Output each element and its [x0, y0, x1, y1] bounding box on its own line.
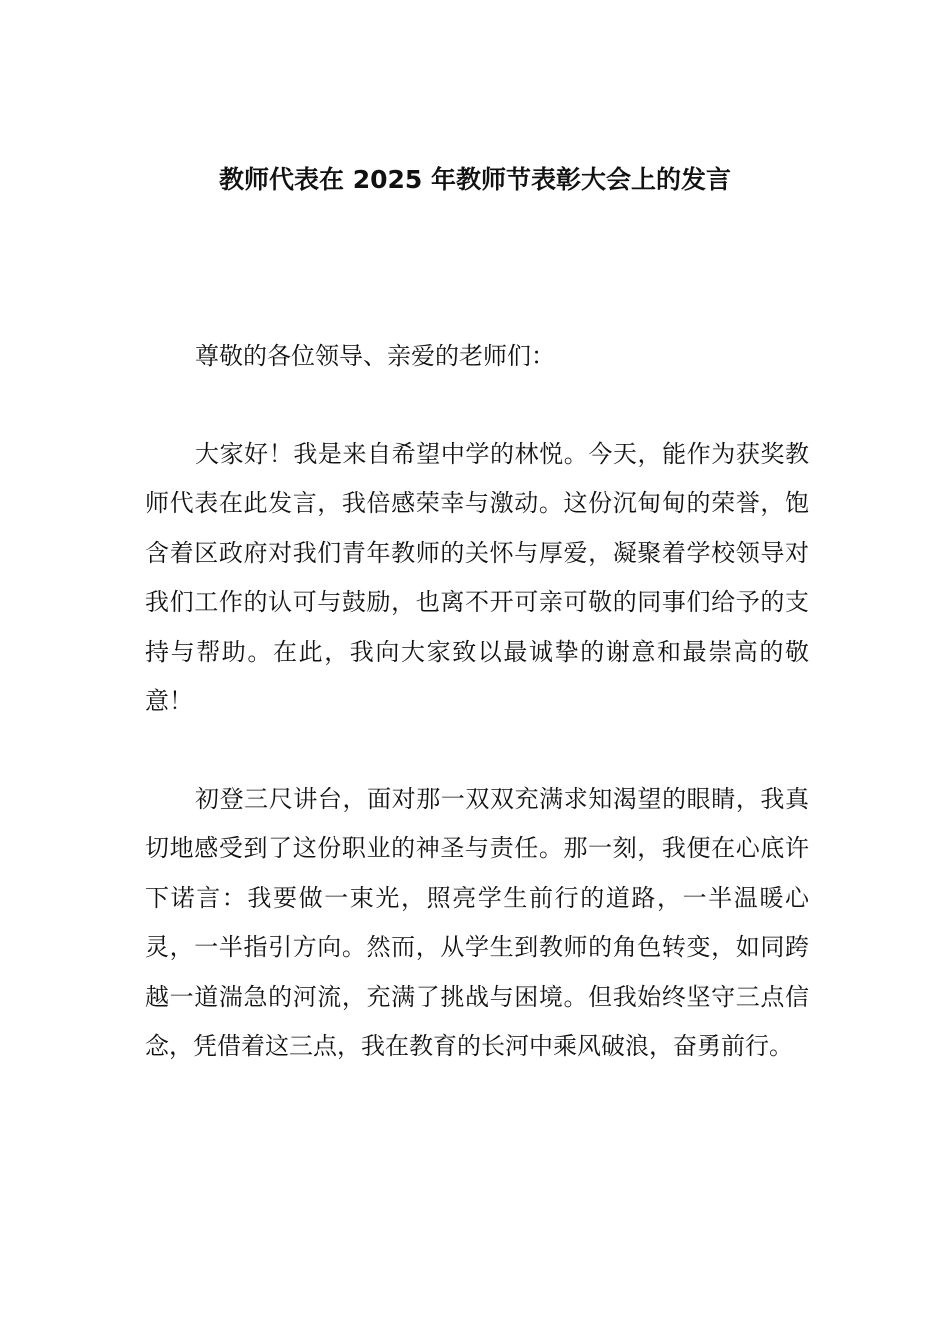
paragraph-2: 初登三尺讲台，面对那一双双充满求知渴望的眼睛，我真切地感受到了这份职业的神圣与责任。那一刻，我便在心底许下诺言：我要做一束光，照亮学生前行的道路，一半温暖心灵，一半指引方向。然而，从学生到教师的角色转变，如同跨越一道湍急的河流，充满了挑战与困境。但我始终坚守三点信念，凭借着这三点，我在教育的长河中乘风破浪，奋勇前行。 [145, 784, 809, 1060]
salutation: 尊敬的各位领导、亲爱的老师们： [195, 342, 555, 370]
document-title: 教师代表在 2025 年教师节表彰大会上的发言 [219, 165, 731, 194]
paragraph-1: 大家好！我是来自希望中学的林悦。今天，能作为获奖教师代表在此发言，我倍感荣幸与激动。这份沉甸甸的荣誉，饱含着区政府对我们青年教师的关怀与厚爱，凝聚着学校领导对我们工作的认可与鼓励，也离不开可亲可敬的同事们给予的支持与帮助。在此，我向大家致以最诚挚的谢意和最崇高的敬意！ [145, 439, 809, 715]
document-body [145, 332, 809, 1120]
